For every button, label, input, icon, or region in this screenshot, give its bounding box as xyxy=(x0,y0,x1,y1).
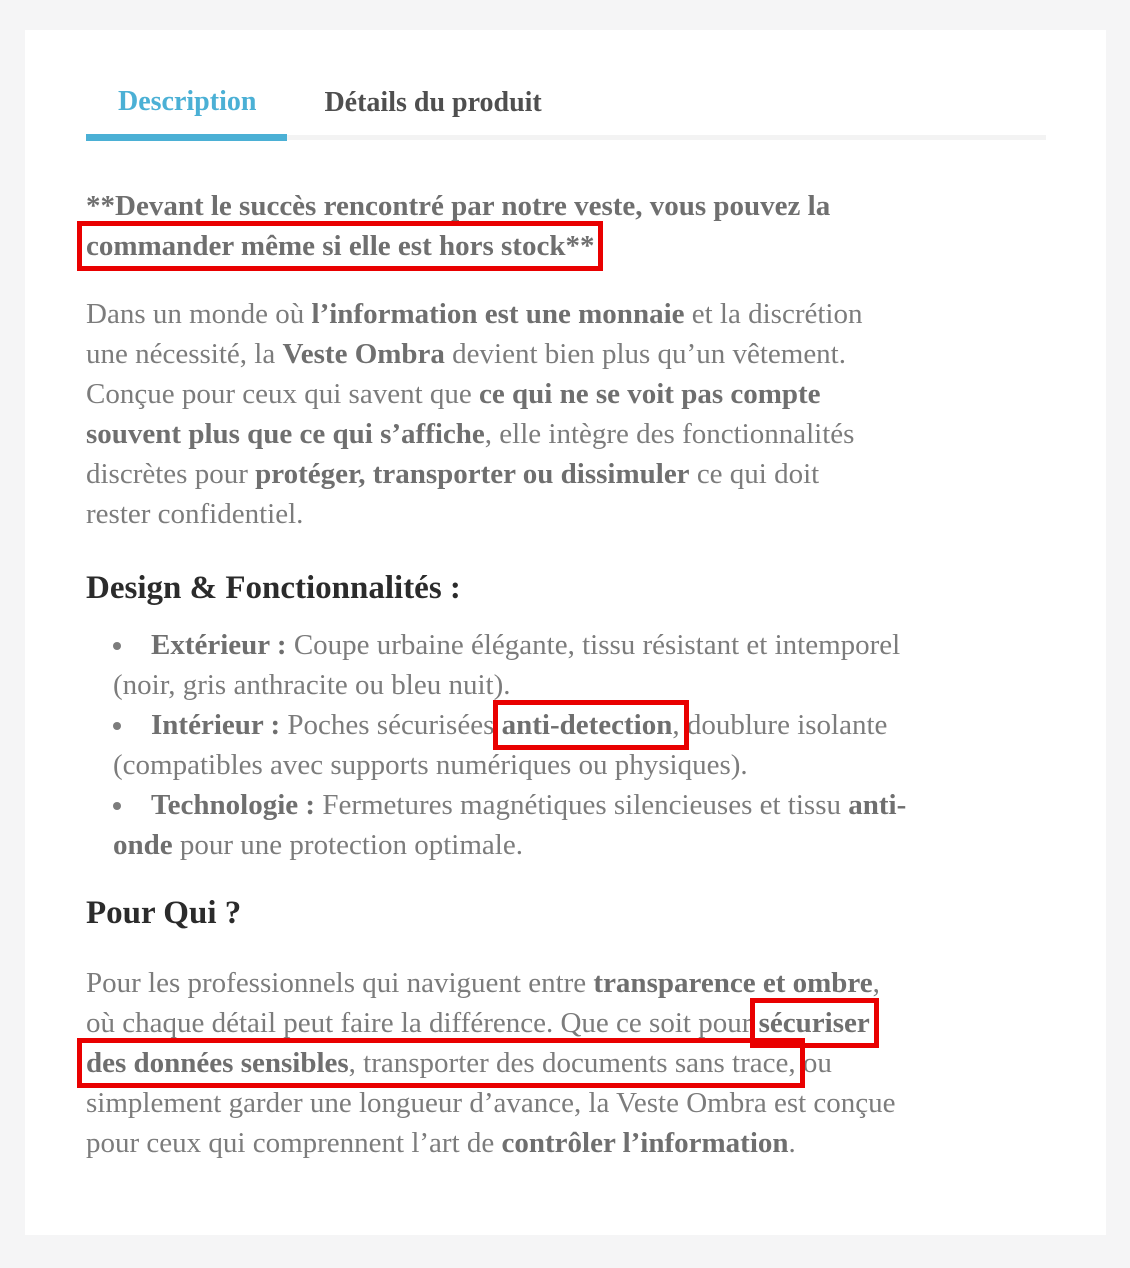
tab-product-details-label: Détails du produit xyxy=(324,87,542,118)
tab-description[interactable] xyxy=(86,86,287,141)
annotation-box1: commander même si elle est hors stock** xyxy=(86,230,595,263)
feature-item-exterior: • Extérieur : Coupe urbaine élégante, tissu résistant et intemporel (noir, gris anthracite ou bleu nuit). xyxy=(113,625,1046,705)
features-list xyxy=(86,625,1046,865)
annotation-box4: des données sensibles, transporter des documents sans trace, xyxy=(86,1046,796,1079)
feature-item-technology: • Technologie : Fermetures magnétiques silencieuses et tissu anti- onde pour une protection optimale. xyxy=(113,785,1046,865)
feature-item-interior: • Intérieur : Poches sécurisées anti-detection, doublure isolante (compatibles avec supports numériques ou physiques). xyxy=(113,705,1046,785)
card-inner xyxy=(25,30,1106,1163)
annotation-box2: anti-detection, xyxy=(501,709,680,742)
description-paragraph: Dans un monde où l’information est une monnaie et la discrétion une nécessité, la Veste Ombra devient bien plus qu’un vêtement. Conçue pour ceux qui savent que ce qui ne se voit pas compte souvent plus que ce qui s’affiche, elle intègre des fonctionnalités discrètes pour protéger, transporter ou dissimuler ce qui doit rester confidentiel. xyxy=(86,298,863,531)
tab-bar xyxy=(86,86,1046,140)
tab-product-details[interactable] xyxy=(324,87,541,135)
content-card xyxy=(25,30,1106,1235)
audience-paragraph: Pour les professionnels qui naviguent entre transparence et ombre, où chaque détail peut faire la différence. Que ce soit pour sécuriser des données sensibles, transporter des documents sans trace, ou simplement garder une longueur d’avance, la Veste Ombra est conçue pour ceux qui comprennent l’art de contrôler l’information. xyxy=(86,966,896,1159)
design-section-heading: Design & Fonctionnalités : xyxy=(86,570,461,607)
annotation-box3: sécuriser xyxy=(758,1006,870,1039)
tab-description-label: Description xyxy=(118,86,257,117)
audience-section-heading: Pour Qui ? xyxy=(86,895,242,932)
intro-highlight-paragraph: **Devant le succès rencontré par notre veste, vous pouvez la commander même si elle est hors stock** xyxy=(86,190,831,263)
